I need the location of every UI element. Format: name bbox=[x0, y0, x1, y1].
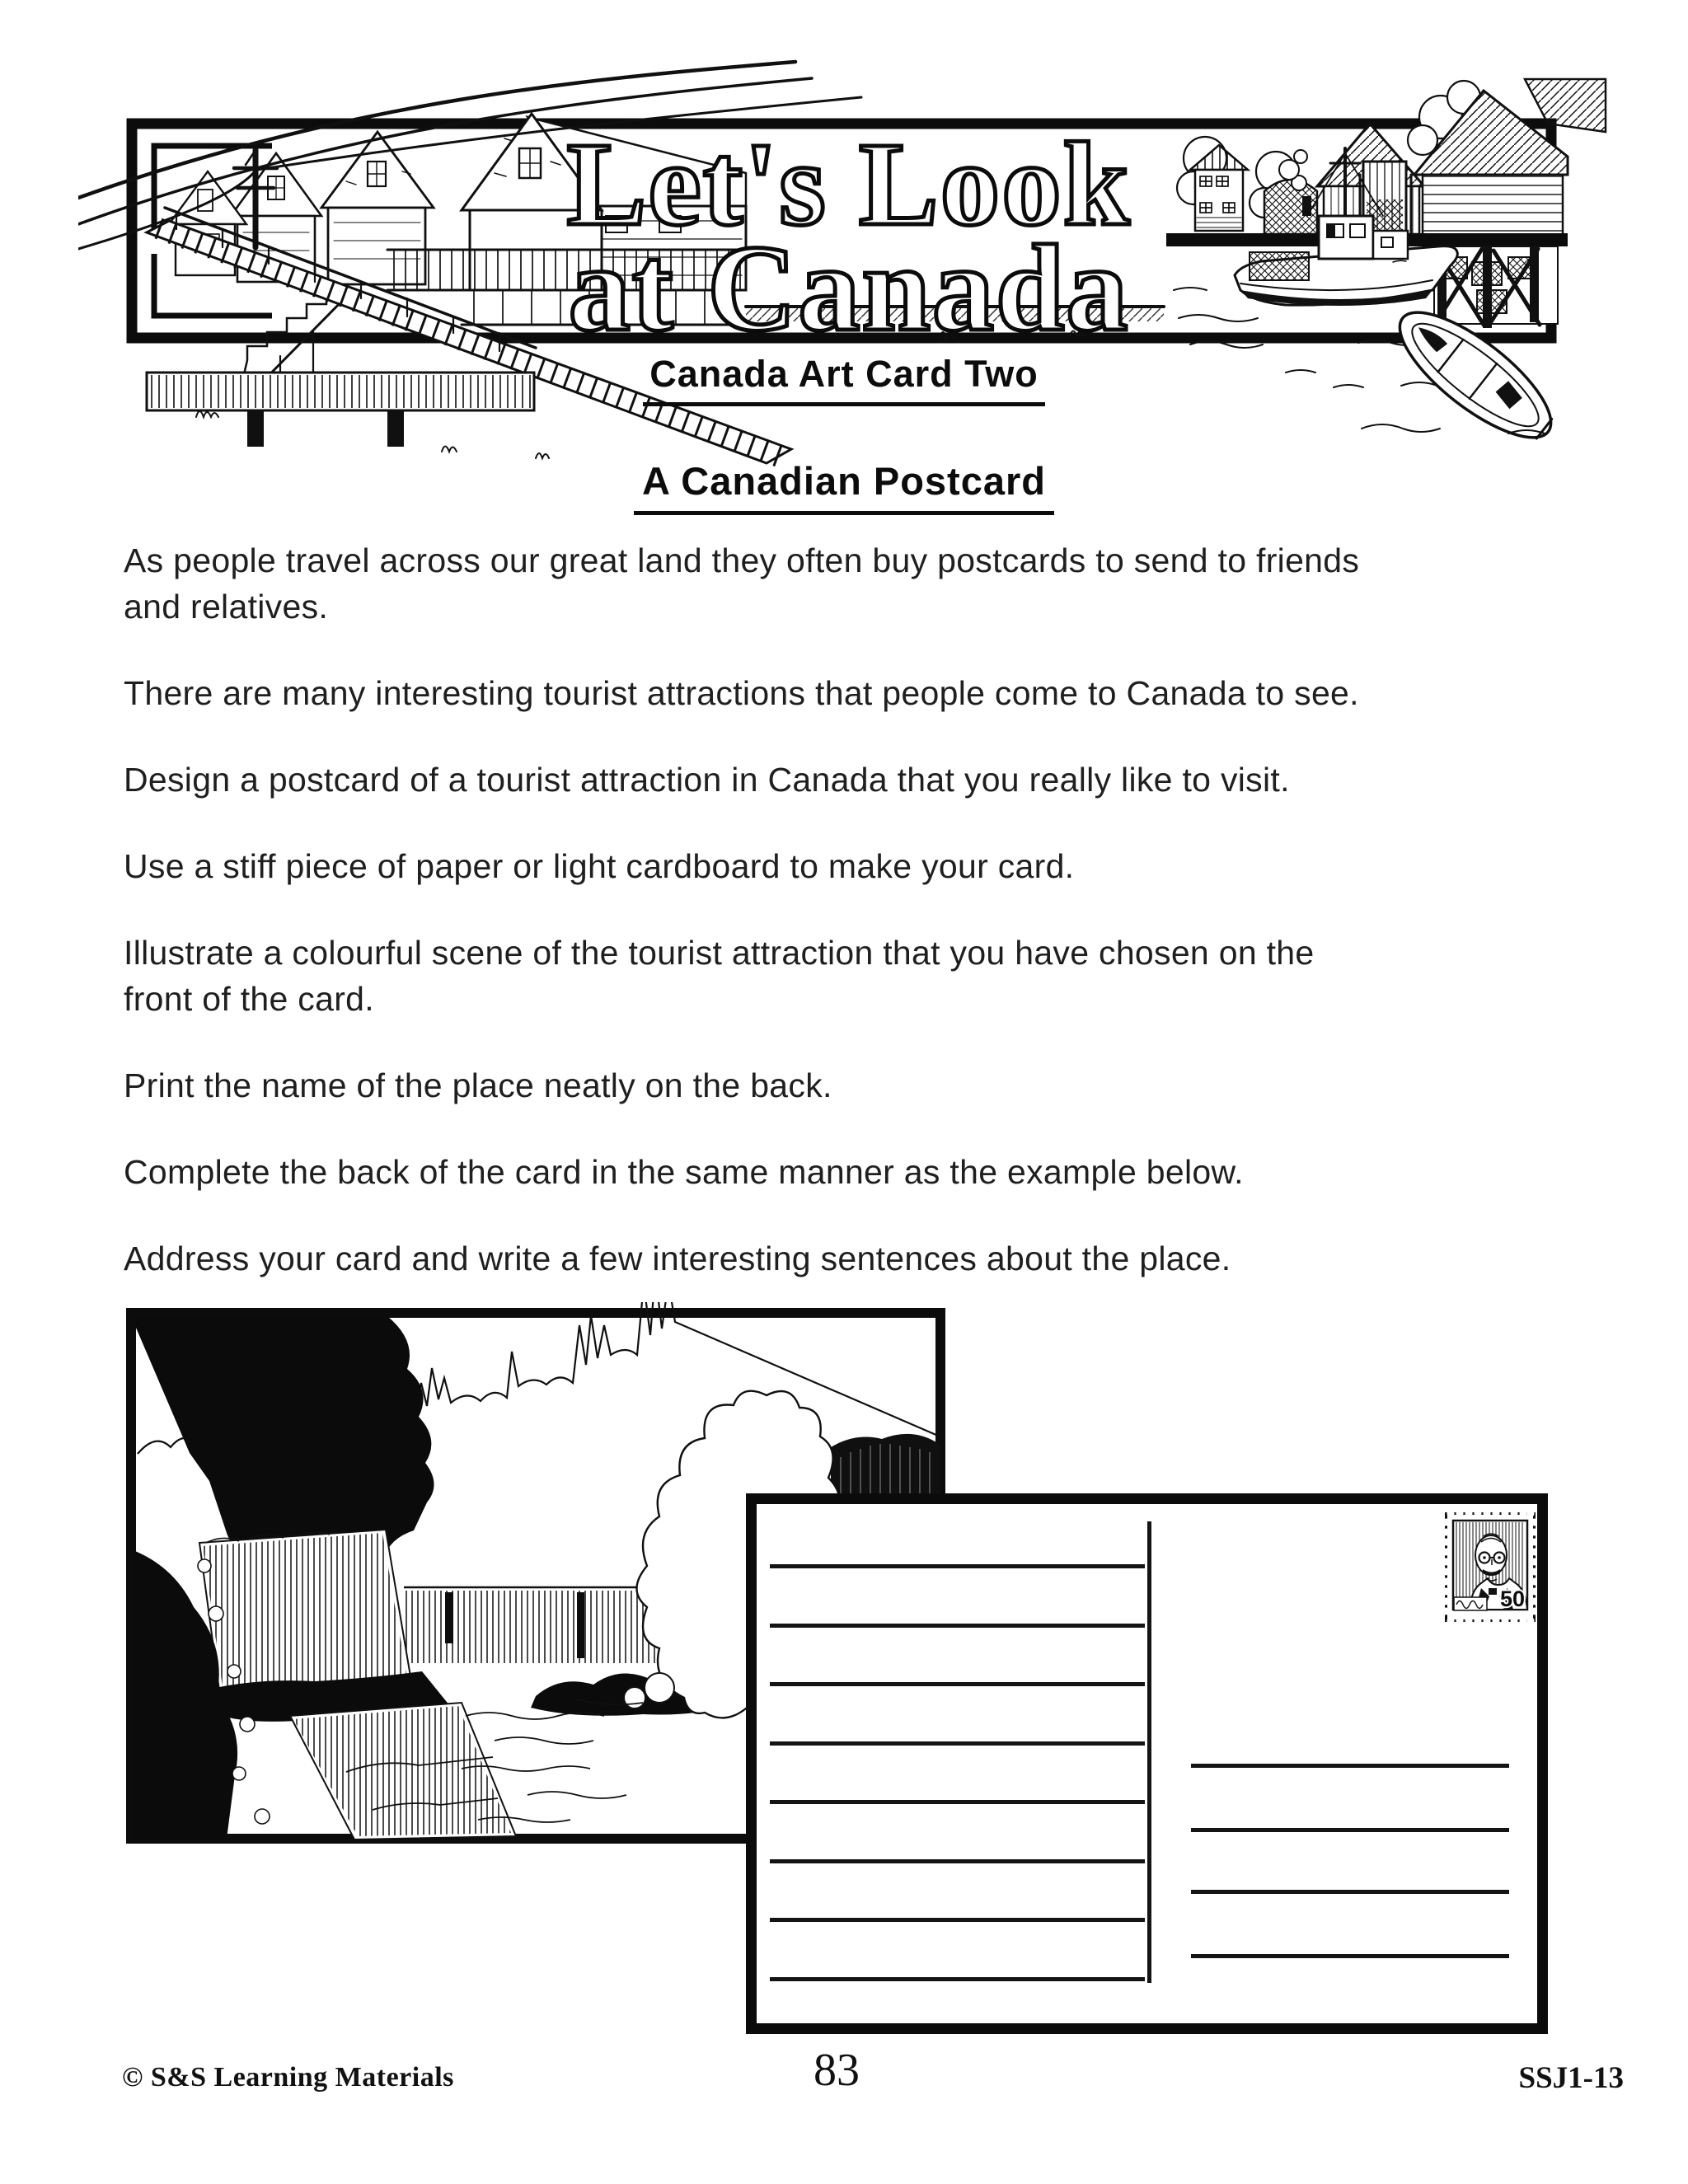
banner-subtitle: Canada Art Card Two bbox=[643, 353, 1045, 406]
footer-document-code: SSJ1-13 bbox=[1518, 2061, 1624, 2095]
instruction-paragraph bbox=[124, 670, 1607, 716]
paragraph-line: Print the name of the place neatly on the back. bbox=[124, 1066, 832, 1104]
paragraph-line: Use a stiff piece of paper or light cardboard to make your card. bbox=[124, 847, 1075, 885]
postcard-address-line bbox=[1191, 1954, 1509, 1958]
postcard-back-example bbox=[746, 1493, 1548, 2034]
paragraph-line: Illustrate a colourful scene of the tourist attraction that you have chosen on the bbox=[124, 934, 1315, 972]
instruction-paragraph bbox=[124, 757, 1607, 803]
banner-subtitle-row bbox=[0, 353, 1688, 406]
activity-title-row bbox=[0, 458, 1688, 515]
footer-copyright: © S&S Learning Materials bbox=[122, 2062, 454, 2093]
postcard-message-line bbox=[770, 1564, 1145, 1568]
postcard-message-line bbox=[770, 1624, 1145, 1628]
postcard-message-line bbox=[770, 1859, 1145, 1863]
postcard-message-line bbox=[770, 1918, 1145, 1922]
paragraph-line: front of the card. bbox=[124, 980, 374, 1018]
postcard-address-line bbox=[1191, 1890, 1509, 1894]
postage-stamp bbox=[1445, 1512, 1536, 1622]
paragraph-line: There are many interesting tourist attractions that people come to Canada to see. bbox=[124, 674, 1359, 712]
banner-title-line1: Let's Look bbox=[566, 119, 1132, 251]
postcard-message-line bbox=[770, 1741, 1145, 1746]
activity-title: A Canadian Postcard bbox=[634, 458, 1054, 515]
paragraph-line: and relatives. bbox=[124, 588, 329, 626]
postcard-address-line bbox=[1191, 1828, 1509, 1832]
instruction-paragraph bbox=[124, 930, 1607, 1022]
instruction-paragraph bbox=[124, 1062, 1607, 1108]
footer-page-number: 83 bbox=[814, 2045, 860, 2096]
postcard-message-line bbox=[770, 1977, 1145, 1981]
paragraph-line: Address your card and write a few interesting sentences about the place. bbox=[124, 1240, 1231, 1277]
banner-title-line2: at Canada bbox=[568, 220, 1130, 357]
postcard-divider bbox=[1147, 1521, 1151, 1983]
instruction-paragraph bbox=[124, 1235, 1607, 1282]
paragraph-line: As people travel across our great land they often buy postcards to send to friends bbox=[124, 541, 1360, 579]
instruction-paragraph bbox=[124, 843, 1607, 889]
postcard-address-line bbox=[1191, 1764, 1509, 1768]
postcard-message-line bbox=[770, 1800, 1145, 1804]
paragraph-line: Complete the back of the card in the same manner as the example below. bbox=[124, 1153, 1244, 1191]
postcard-message-line bbox=[770, 1682, 1145, 1686]
instruction-paragraph bbox=[124, 1149, 1607, 1195]
instruction-paragraph bbox=[124, 537, 1607, 630]
stamp-value: 50 bbox=[1499, 1586, 1525, 1611]
instructions bbox=[124, 537, 1607, 1322]
paragraph-line: Design a postcard of a tourist attraction in Canada that you really like to visit. bbox=[124, 761, 1290, 799]
